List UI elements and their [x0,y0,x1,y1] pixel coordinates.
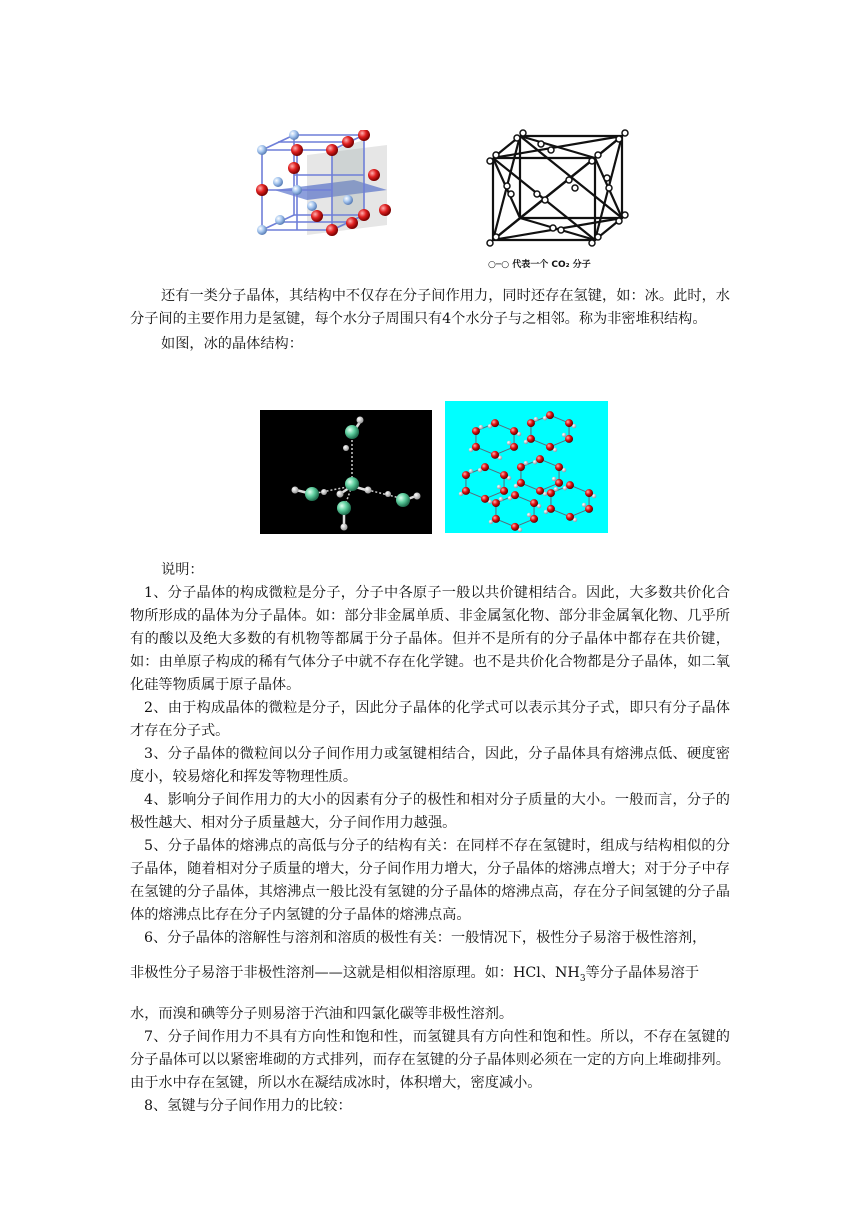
ice-molecule-figure [260,410,432,534]
item6-text-b: 等分子晶体易溶于 [585,965,700,981]
nacl-crystal-figure [252,130,402,245]
note-item-7: 7、分子间作用力不具有方向性和饱和性，而氢键具有方向性和饱和性。所以，不存在氢键的分子晶体可以以紧密堆砌的方式排列，而存在氢键的分子晶体则必须在一定的方向上堆砌排列。由于水中存在氢键，所以水在凝结成冰时，体积增大，密度减小。 [130,1029,730,1091]
note-item-6-line3: 水，而溴和碘等分子则易溶于汽油和四氯化碳等非极性溶剂。 [130,1006,514,1022]
note-item-2: 2、由于构成晶体的微粒是分子，因此分子晶体的化学式可以表示其分子式，即只有分子晶体才存在分子式。 [130,700,730,739]
note-label: 说明： [161,562,204,578]
figure-intro-text: 如图，冰的晶体结构： [161,336,303,352]
note-item-1: 1、分子晶体的构成微粒是分子，分子中各原子一般以共价键相结合。因此，大多数共价化合物所形成的晶体为分子晶体。如：部分非金属单质、非金属氢化物、部分非金属氧化物、几乎所有的酸以及绝大多数的有机物等都属于分子晶体。但并不是所有的分子晶体中都存在共价键，如：由单原子构成的稀有气体分子中就不存在化学键。也不是共价化合物都是分子晶体，如二氧化硅等物质属于原子晶体。 [130,585,730,693]
note-item-3: 3、分子晶体的微粒间以分子间作用力或氢键相结合，因此，分子晶体具有熔沸点低、硬度密度小，较易熔化和挥发等物理性质。 [130,746,730,785]
item6-text-a: 非极性分子易溶于非极性溶剂——这就是相似相溶原理。如：HCl、NH [130,965,580,981]
note-item-4: 4、影响分子间作用力的大小的因素有分子的极性和相对分子质量的大小。一般而言，分子的极性越大、相对分子质量越大，分子间作用力越强。 [130,792,730,831]
ice-lattice-figure [445,401,608,533]
intro-paragraph: 还有一类分子晶体，其结构中不仅存在分子间作用力，同时还存在氢键，如：冰。此时，水分子间的主要作用力是氢键，每个水分子周围只有4个水分子与之相邻。称为非密堆积结构。 [130,288,730,327]
item6-subscript: 3 [579,974,586,984]
intro-block [130,285,730,356]
notes-block [130,559,730,1118]
note-item-6-line1: 6、分子晶体的溶解性与溶剂和溶质的极性有关：一般情况下，极性分子易溶于极性溶剂， [144,930,707,946]
note-item-5: 5、分子晶体的熔沸点的高低与分子的结构有关：在同样不存在氢键时，组成与结构相似的分子晶体，随着相对分子质量的增大，分子间作用力增大，分子晶体的熔沸点增大；对于分子中存在氢键的分子晶体，其熔沸点一般比没有氢键的分子晶体的熔沸点高，存在分子间氢键的分子晶体的熔沸点比存在分子内氢键的分子晶体的熔沸点高。 [130,838,730,923]
note-item-8: 8、氢键与分子间作用力的比较： [144,1098,352,1114]
note-item-6-line2 [130,962,730,991]
co2-caption: ○─○ 代表一个 CO₂ 分子 [488,260,591,270]
co2-crystal-figure [485,128,630,248]
